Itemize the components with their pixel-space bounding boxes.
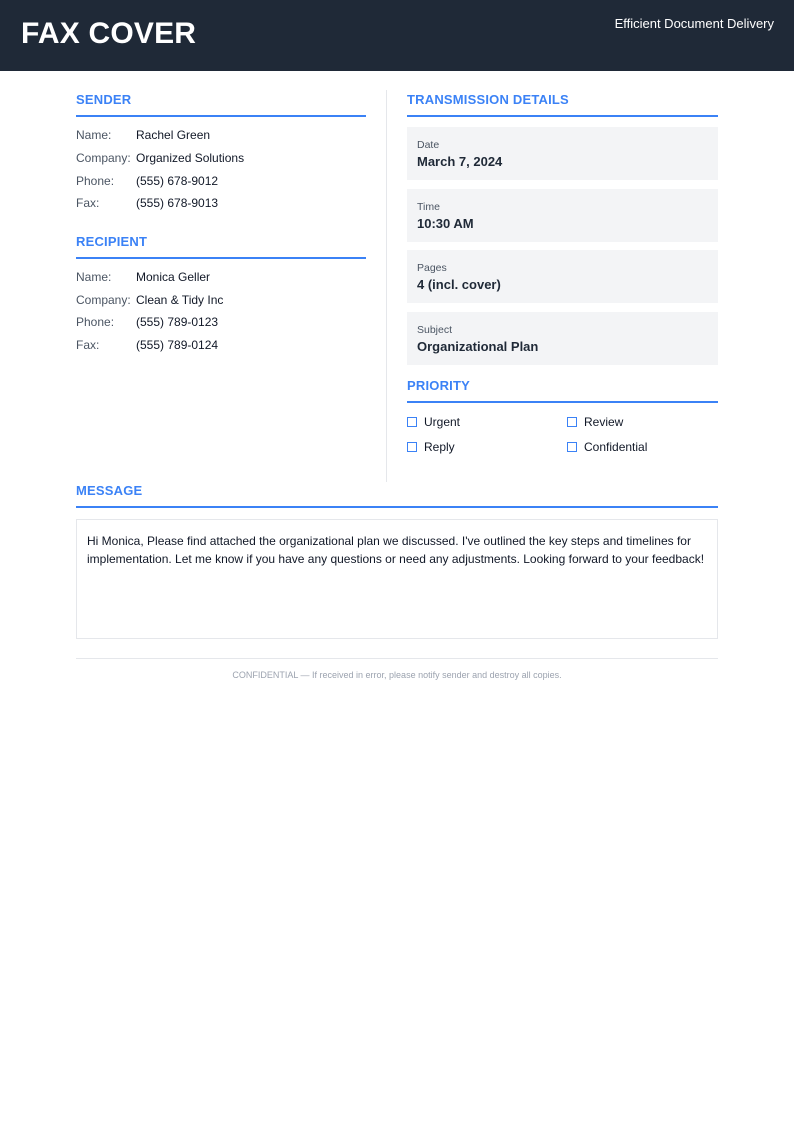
- info-label: Fax:: [76, 338, 100, 353]
- sender-info-list: [76, 124, 366, 215]
- recipient-info-list: [76, 266, 366, 357]
- info-label: Company:: [76, 151, 131, 166]
- urgent-checkbox[interactable]: [407, 417, 417, 427]
- header-tagline: Efficient Document Delivery: [614, 16, 774, 31]
- detail-label: Subject: [417, 323, 453, 336]
- pages-card: [407, 250, 718, 303]
- info-label: Fax:: [76, 196, 100, 211]
- sender-phone-row: [76, 169, 366, 192]
- info-label: Company:: [76, 292, 131, 307]
- sender-phone-value: (555) 678-9012: [136, 173, 219, 188]
- reply-checkbox[interactable]: [407, 442, 417, 452]
- transmission-detail-list: [407, 127, 718, 365]
- recipient-fax-value: (555) 789-0124: [136, 338, 219, 353]
- contact-column: [76, 92, 366, 357]
- subject-card: [407, 312, 718, 365]
- priority-option-label: Urgent: [424, 414, 461, 429]
- details-column: [407, 92, 718, 455]
- priority-option-review[interactable]: [567, 414, 718, 430]
- priority-option-label: Confidential: [584, 439, 648, 454]
- recipient-company-row: [76, 288, 366, 311]
- sender-name-row: [76, 124, 366, 147]
- subject-value: Organizational Plan: [417, 338, 539, 354]
- recipient-fax-row: [76, 334, 366, 357]
- sender-title: SENDER: [76, 92, 366, 117]
- transmission-title: TRANSMISSION DETAILS: [407, 92, 718, 117]
- fax-header: [0, 0, 794, 71]
- message-body: Hi Monica, Please find attached the organizational plan we discussed. I've outlined the key steps and timelines for implementation. Let me know if you have any questions or need any adjustments. Looking forward to your feedback!: [76, 519, 718, 639]
- review-checkbox[interactable]: [567, 417, 577, 427]
- detail-label: Pages: [417, 262, 447, 274]
- recipient-phone-row: [76, 311, 366, 334]
- detail-label: Time: [417, 200, 440, 213]
- date-value: March 7, 2024: [417, 154, 503, 169]
- confidential-footer: CONFIDENTIAL — If received in error, please notify sender and destroy all copies.: [76, 658, 718, 680]
- transmission-section: [407, 92, 718, 365]
- recipient-title: RECIPIENT: [76, 234, 366, 259]
- priority-options: [407, 414, 718, 455]
- column-divider: [386, 90, 387, 482]
- confidential-checkbox[interactable]: [567, 442, 577, 452]
- message-title: MESSAGE: [76, 483, 718, 508]
- recipient-section: [76, 234, 366, 357]
- pages-value: 4 (incl. cover): [417, 277, 501, 292]
- sender-section: [76, 92, 366, 215]
- time-value: 10:30 AM: [417, 215, 474, 231]
- priority-section: [407, 378, 718, 455]
- priority-option-label: Review: [584, 414, 624, 429]
- priority-option-confidential[interactable]: [567, 439, 718, 455]
- sender-company-row: [76, 147, 366, 170]
- info-label: Name:: [76, 128, 112, 143]
- message-section: [76, 483, 718, 639]
- info-label: Phone:: [76, 315, 115, 330]
- sender-name-value: Rachel Green: [136, 128, 211, 143]
- recipient-company-value: Clean & Tidy Inc: [136, 292, 224, 307]
- time-card: [407, 189, 718, 242]
- sender-fax-row: [76, 192, 366, 215]
- info-label: Phone:: [76, 173, 115, 188]
- date-card: [407, 127, 718, 180]
- sender-fax-value: (555) 678-9013: [136, 196, 219, 211]
- info-label: Name:: [76, 270, 112, 285]
- page-title: FAX COVER: [21, 17, 197, 50]
- priority-option-urgent[interactable]: [407, 414, 567, 430]
- recipient-phone-value: (555) 789-0123: [136, 315, 219, 330]
- sender-company-value: Organized Solutions: [136, 151, 245, 166]
- priority-option-label: Reply: [424, 439, 455, 454]
- recipient-name-row: [76, 266, 366, 289]
- recipient-name-value: Monica Geller: [136, 270, 211, 285]
- priority-option-reply[interactable]: [407, 439, 567, 455]
- priority-title: PRIORITY: [407, 378, 718, 403]
- detail-label: Date: [417, 139, 440, 151]
